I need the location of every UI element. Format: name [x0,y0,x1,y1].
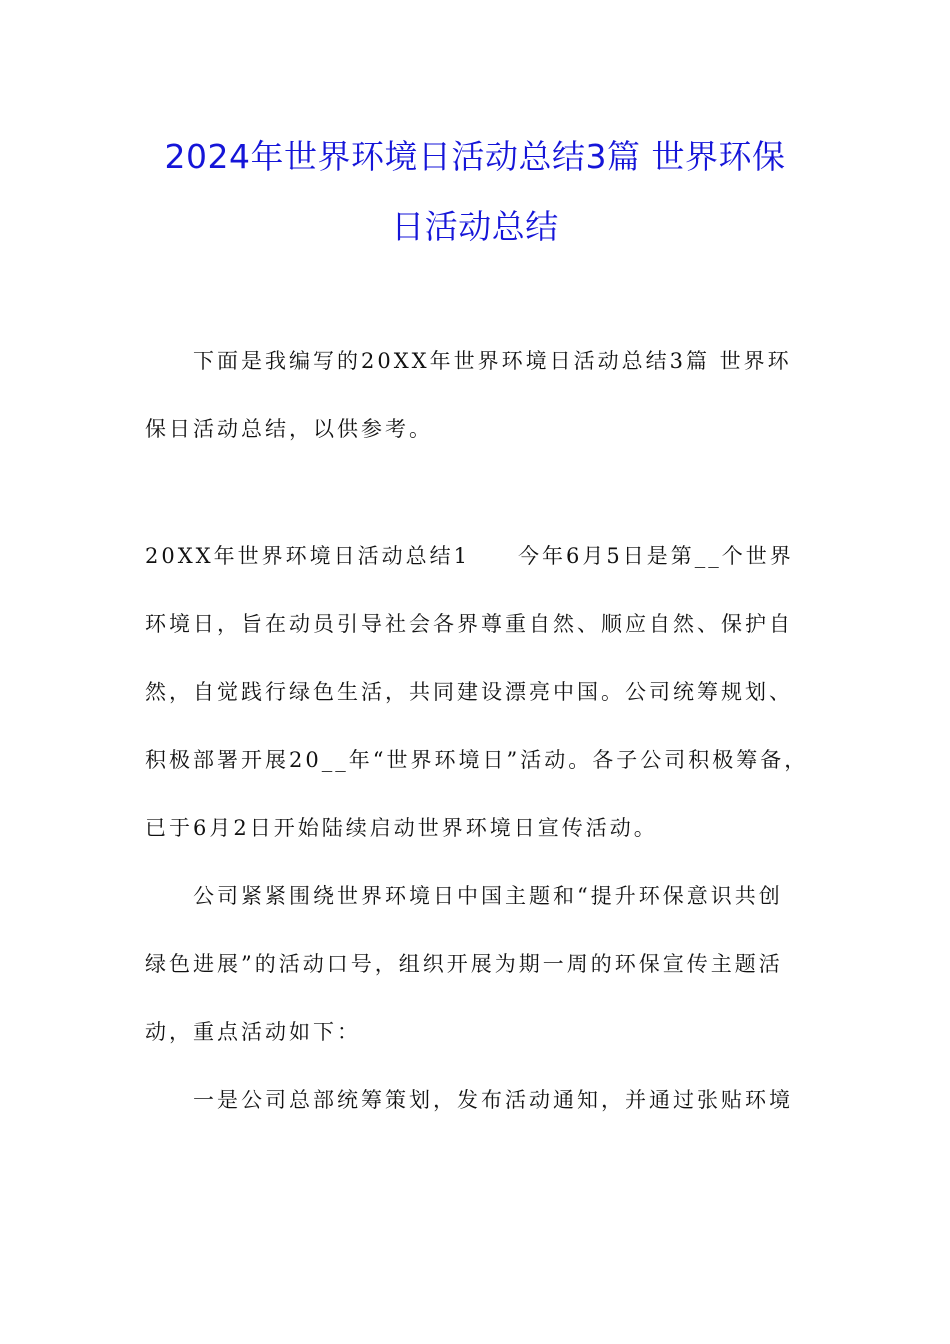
intro-paragraph [145,327,810,463]
document-title [110,122,840,262]
text-line: 下面是我编写的20XX年世界环境日活动总结3篇 世界环 [193,349,792,373]
text-line: 积极部署开展20__年“世界环境日”活动。各子公司积极筹备， [145,748,809,772]
text-line: 公司紧紧围绕世界环境日中国主题和“提升环保意识共创 [193,884,783,908]
paragraph-2 [145,862,810,1066]
text-line: 绿色进展”的活动口号，组织开展为期一周的环保宣传主题活 [145,952,783,976]
text-line: 一是公司总部统筹策划，发布活动通知，并通过张贴环境 [193,1088,793,1112]
text-line: 然，自觉践行绿色生活，共同建设漂亮中国。公司统筹规划、 [145,680,793,704]
text-line: 保日活动总结，以供参考。 [145,417,433,441]
text-line: 动，重点活动如下： [145,1020,361,1044]
title-line: 日活动总结 [391,207,559,246]
text-line: 20XX年世界环境日活动总结1 今年6月5日是第__个世界 [145,544,794,568]
paragraph-3 [145,1066,810,1134]
text-line: 环境日，旨在动员引导社会各界尊重自然、顺应自然、保护自 [145,612,793,636]
paragraph-1 [145,522,810,862]
text-line: 已于6月2日开始陆续启动世界环境日宣传活动。 [145,816,658,840]
title-line: 2024年世界环境日活动总结3篇 世界环保 [164,137,786,176]
